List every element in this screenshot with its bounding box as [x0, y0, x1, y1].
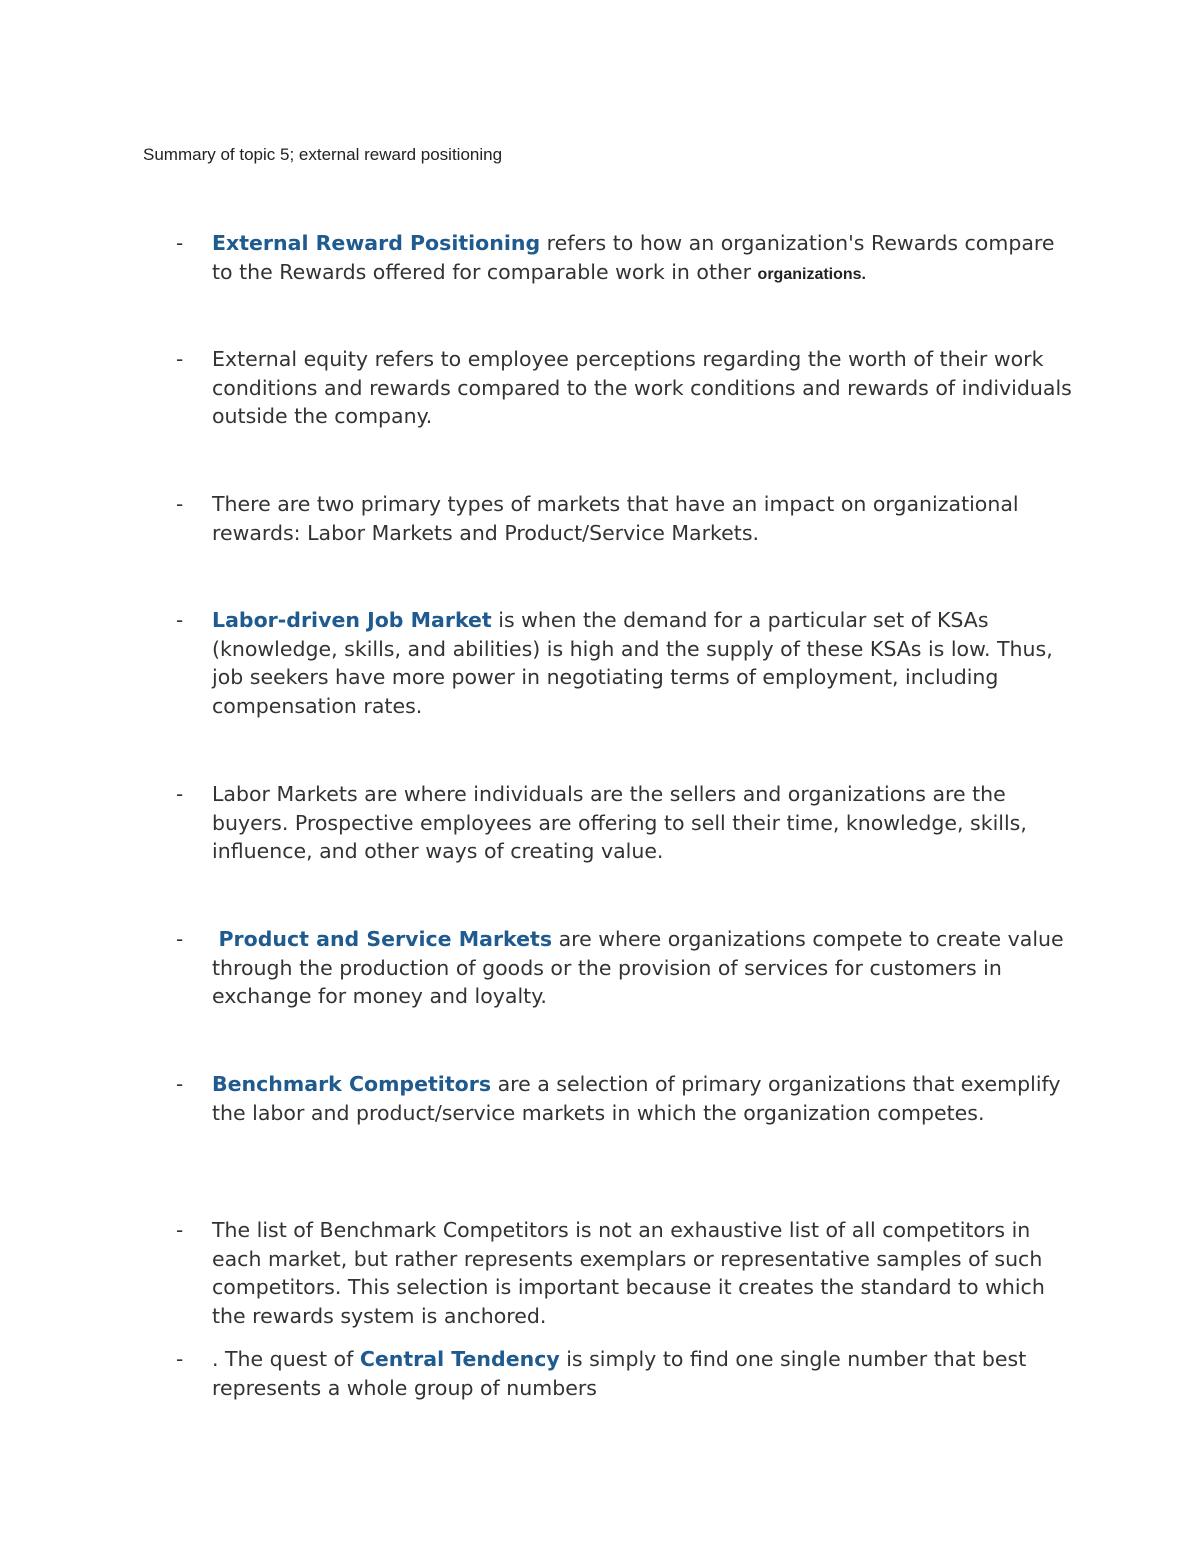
bullet-dash: - [176, 492, 184, 516]
term-external-reward-positioning: External Reward Positioning [212, 231, 541, 255]
item-body: is simply to find one single number that best represents a whole group of numbers [212, 1347, 1027, 1400]
bullet-dash: - [176, 1218, 184, 1242]
list-item-text [212, 1345, 1072, 1402]
bullet-dash: - [176, 608, 184, 632]
bullet-dash: - [176, 782, 184, 806]
item-body: External equity refers to employee perceptions regarding the worth of their work conditions and rewards compared to the work conditions and rewards of individuals outside the company. [212, 347, 1072, 429]
bullet-dash: - [176, 347, 184, 371]
bullet-dash: - [176, 1072, 184, 1096]
list-item-text [212, 229, 1072, 289]
item-body: Labor Markets are where individuals are the sellers and organizations are the buyers. Prospective employees are offering to sell their time, knowledge, skills, influence, and other ways of creating value. [212, 782, 1027, 864]
item-body: refers to how an organization's Rewards compare to the Rewards offered for comparable work in other [212, 231, 1055, 284]
item-body: There are two primary types of markets that have an impact on organizational rewards: Labor Markets and Product/Service Markets. [212, 492, 1019, 545]
term-product-and-service-markets: Product and Service Markets [218, 927, 553, 951]
bullet-dash: - [176, 1347, 184, 1371]
item-body: The list of Benchmark Competitors is not an exhaustive list of all competitors in each market, but rather represents exemplars or representative samples of such competitors. This selection is important because it creates the standard to which the rewards system is anchored. [212, 1218, 1045, 1328]
list-item-text [212, 925, 1072, 1011]
list-item-text [212, 780, 1072, 866]
item-prefix: . The quest of [212, 1347, 360, 1371]
list-item-text [212, 1216, 1072, 1330]
item-body: is when the demand for a particular set of KSAs (knowledge, skills, and abilities) is high and the supply of these KSAs is low. Thus, job seekers have more power in negotiating terms of employment, including compensation rates. [212, 608, 1053, 718]
term-central-tendency: Central Tendency [359, 1347, 560, 1371]
term-labor-driven-job-market: Labor-driven Job Market [212, 608, 492, 632]
item-body: are a selection of primary organizations that exemplify the labor and product/service markets in which the organization competes. [212, 1072, 1061, 1125]
list-item-text [212, 345, 1072, 431]
bullet-dash: - [176, 231, 184, 255]
list-item-text [212, 490, 1072, 547]
list-item-text [212, 606, 1072, 720]
term-benchmark-competitors: Benchmark Competitors [212, 1072, 492, 1096]
item-body: are where organizations compete to create value through the production of goods or the provision of services for customers in exchange for money and loyalty. [212, 927, 1064, 1009]
list-item-text [212, 1070, 1072, 1127]
document-title: Summary of topic 5; external reward positioning [143, 145, 503, 164]
item-tail: organizations. [757, 265, 866, 283]
bullet-dash: - [176, 927, 184, 951]
